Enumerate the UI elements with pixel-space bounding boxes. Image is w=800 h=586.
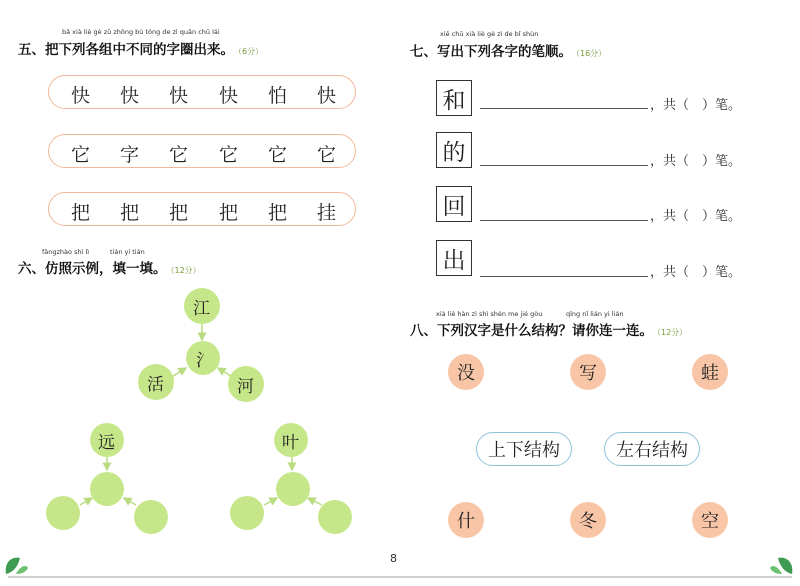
char-cell[interactable]: 把 xyxy=(268,202,288,224)
section-7-pinyin: xiě chū xià liè gè zì de bǐ shùn xyxy=(440,30,539,38)
example-left-circle xyxy=(138,364,174,400)
char-cell[interactable]: 把 xyxy=(219,202,239,224)
section-8-points: （12分） xyxy=(657,328,688,337)
stroke-count-tail: ，共（ ）笔。 xyxy=(650,209,742,224)
example-right-char: 河 xyxy=(237,377,254,397)
char-cell[interactable]: 挂 xyxy=(317,202,337,224)
structure-char-top[interactable]: 蛙 xyxy=(692,354,728,390)
char-cell[interactable]: 快 xyxy=(169,85,189,107)
section-6-points: （12分） xyxy=(170,266,201,275)
example-center-char: 氵 xyxy=(196,351,213,371)
example-center-circle xyxy=(186,341,220,375)
char-cell[interactable]: 它 xyxy=(71,144,91,166)
example-top-circle xyxy=(184,288,220,324)
stroke-char-box: 回 xyxy=(436,186,472,222)
arrow xyxy=(80,498,92,505)
arrow xyxy=(264,498,277,505)
section-6-pinyin-1: fǎngzhào shì lì xyxy=(42,248,90,256)
stroke-count-tail: ，共（ ）笔。 xyxy=(650,265,742,280)
char-cell[interactable]: 它 xyxy=(317,144,337,166)
stroke-answer-line[interactable] xyxy=(480,220,648,221)
tree-left-left-input[interactable] xyxy=(46,496,80,530)
example-right-circle xyxy=(228,366,264,402)
section-7-points: （16分） xyxy=(576,49,607,58)
page-number: 8 xyxy=(390,552,397,565)
tree-left-center-input[interactable] xyxy=(90,472,124,506)
stroke-char-box: 和 xyxy=(436,80,472,116)
char-cell[interactable]: 快 xyxy=(219,85,239,107)
stroke-char-box: 的 xyxy=(436,132,472,168)
section-8-pinyin-1: xià liè hàn zì shì shén me jié gòu xyxy=(436,310,543,318)
char-cell[interactable]: 快 xyxy=(120,85,140,107)
tree-right-right-input[interactable] xyxy=(318,500,352,534)
char-cell[interactable]: 把 xyxy=(71,202,91,224)
tree-right-top-char: 叶 xyxy=(282,433,299,453)
stroke-count-tail: ，共（ ）笔。 xyxy=(650,154,742,169)
example-top-char: 江 xyxy=(193,299,210,319)
section-8-title xyxy=(410,319,687,339)
structure-label[interactable]: 左右结构 xyxy=(604,432,700,466)
char-cell[interactable]: 怕 xyxy=(268,85,288,107)
section-8-pinyin-2: qǐng nǐ lián yi lián xyxy=(566,310,624,318)
tree-right-left-input[interactable] xyxy=(230,496,264,530)
section-8-title-text: 八、下列汉字是什么结构？请你连一连。 xyxy=(410,323,653,339)
char-cell[interactable]: 它 xyxy=(268,144,288,166)
structure-label[interactable]: 上下结构 xyxy=(476,432,572,466)
section-5-title-text: 五、把下列各组中不同的字圈出来。 xyxy=(18,42,234,58)
structure-char-bottom[interactable]: 冬 xyxy=(570,502,606,538)
char-cell[interactable]: 快 xyxy=(317,85,337,107)
section-5-pinyin: bǎ xià liè gè zǔ zhōng bù tóng de zì quān chū lái xyxy=(62,28,220,36)
section-5-points: （6分） xyxy=(238,47,264,56)
arrow xyxy=(124,498,136,505)
tree-left-right-input[interactable] xyxy=(134,500,168,534)
section-6-pinyin-2: tián yi tián xyxy=(110,248,145,256)
stroke-answer-line[interactable] xyxy=(480,165,648,166)
stroke-answer-line[interactable] xyxy=(480,108,648,109)
stroke-answer-line[interactable] xyxy=(480,276,648,277)
structure-char-top[interactable]: 没 xyxy=(448,354,484,390)
char-cell[interactable]: 快 xyxy=(71,85,91,107)
char-cell[interactable]: 字 xyxy=(120,144,140,166)
char-cell[interactable]: 它 xyxy=(169,144,189,166)
structure-char-bottom[interactable]: 空 xyxy=(692,502,728,538)
tree-right-top-circle xyxy=(274,423,308,457)
tree-right-center-input[interactable] xyxy=(276,472,310,506)
structure-char-bottom[interactable]: 什 xyxy=(448,502,484,538)
footer-rule xyxy=(8,576,792,578)
char-cell[interactable]: 把 xyxy=(169,202,189,224)
char-cell[interactable]: 它 xyxy=(219,144,239,166)
tree-left-top-circle xyxy=(90,423,124,457)
arrow xyxy=(308,498,322,505)
section-7-title xyxy=(410,40,606,60)
char-cell[interactable]: 把 xyxy=(120,202,140,224)
leaf-icon xyxy=(768,552,796,578)
stroke-count-tail: ，共（ ）笔。 xyxy=(650,98,742,113)
section-6-title-text: 六、仿照示例，填一填。 xyxy=(18,261,167,277)
stroke-char-box: 出 xyxy=(436,240,472,276)
tree-left-top-char: 远 xyxy=(98,433,115,453)
leaf-icon xyxy=(2,552,30,578)
section-7-title-text: 七、写出下列各字的笔顺。 xyxy=(410,44,572,60)
example-left-char: 活 xyxy=(147,375,164,395)
structure-char-top[interactable]: 写 xyxy=(570,354,606,390)
